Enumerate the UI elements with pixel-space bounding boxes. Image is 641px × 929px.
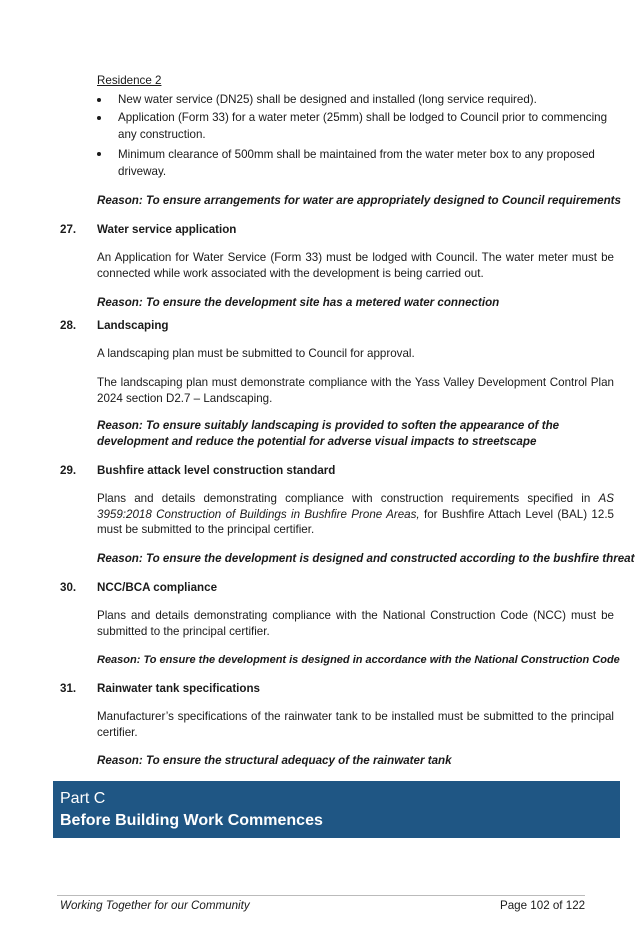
condition-27-body: An Application for Water Service (Form 33) must be lodged with Council. The water meter must be connected while work associated with the development is being carried out. bbox=[97, 251, 614, 280]
condition-30-title: NCC/BCA compliance bbox=[97, 581, 218, 594]
part-label: Part C bbox=[60, 790, 106, 807]
condition-31-reason: Reason: To ensure the structural adequacy of the rainwater tank bbox=[97, 754, 452, 767]
condition-29-body-text-after: for Bushfire Attach Level (BAL) 12.5 must be submitted to the principal certifier. bbox=[97, 507, 614, 536]
bullet-icon bbox=[97, 152, 101, 156]
condition-29-title: Bushfire attack level construction standard bbox=[97, 464, 336, 477]
part-title: Before Building Work Commences bbox=[60, 812, 323, 829]
condition-31-body: Manufacturer’s specifications of the rainwater tank to be installed must be submitted to the principal certifier. bbox=[97, 710, 614, 739]
condition-28-reason: Reason: To ensure suitably landscaping is provided to soften the appearance of the development and reduce the potential for adverse visual impacts to streetscape bbox=[97, 419, 560, 448]
condition-29-body-text: Plans and details demonstrating compliance with construction requirements specified in bbox=[97, 492, 599, 505]
condition-28-body-1: A landscaping plan must be submitted to Council for approval. bbox=[97, 347, 415, 360]
residence-2-bullet-3: Minimum clearance of 500mm shall be maintained from the water meter box to any proposed driveway. bbox=[118, 148, 595, 178]
condition-29-reason: Reason: To ensure the development is designed and constructed according to the bushfire threat bbox=[97, 552, 635, 565]
bullet-icon bbox=[97, 116, 101, 120]
condition-27-reason: Reason: To ensure the development site has a metered water connection bbox=[97, 296, 500, 309]
condition-30-reason: Reason: To ensure the development is designed in accordance with the National Construction Code bbox=[97, 654, 620, 666]
residence-2-reason: Reason: To ensure arrangements for water are appropriately designed to Council requirements bbox=[97, 194, 621, 207]
footer-divider bbox=[57, 895, 585, 896]
condition-29-body bbox=[97, 491, 614, 538]
condition-31-title: Rainwater tank specifications bbox=[97, 682, 261, 695]
footer-page-number: Page 102 of 122 bbox=[500, 899, 586, 912]
residence-2-bullet-1: New water service (DN25) shall be designed and installed (long service required). bbox=[118, 93, 537, 106]
bullet-icon bbox=[97, 98, 101, 102]
part-c-banner bbox=[53, 781, 620, 838]
condition-28-body-2: The landscaping plan must demonstrate compliance with the Yass Valley Development Control Plan 2024 section D2.7 – Landscaping. bbox=[97, 376, 614, 405]
condition-28-number: 28. bbox=[60, 319, 77, 332]
condition-30-body: Plans and details demonstrating compliance with the National Construction Code (NCC) must be submitted to the principal certifier. bbox=[97, 609, 614, 638]
condition-28-title: Landscaping bbox=[97, 319, 169, 332]
residence-2-bullet-2: Application (Form 33) for a water meter (25mm) shall be lodged to Council prior to commencing any construction. bbox=[118, 111, 608, 141]
condition-30-number: 30. bbox=[60, 581, 77, 594]
condition-29-standard: AS 3959:2018 Construction of Buildings in Bushfire Prone Areas, bbox=[97, 492, 614, 521]
condition-27-number: 27. bbox=[60, 223, 77, 236]
condition-29-number: 29. bbox=[60, 464, 77, 477]
condition-31-number: 31. bbox=[60, 682, 77, 695]
footer-slogan: Working Together for our Community bbox=[60, 899, 250, 912]
residence-2-heading: Residence 2 bbox=[97, 74, 162, 87]
condition-27-title: Water service application bbox=[97, 223, 237, 236]
